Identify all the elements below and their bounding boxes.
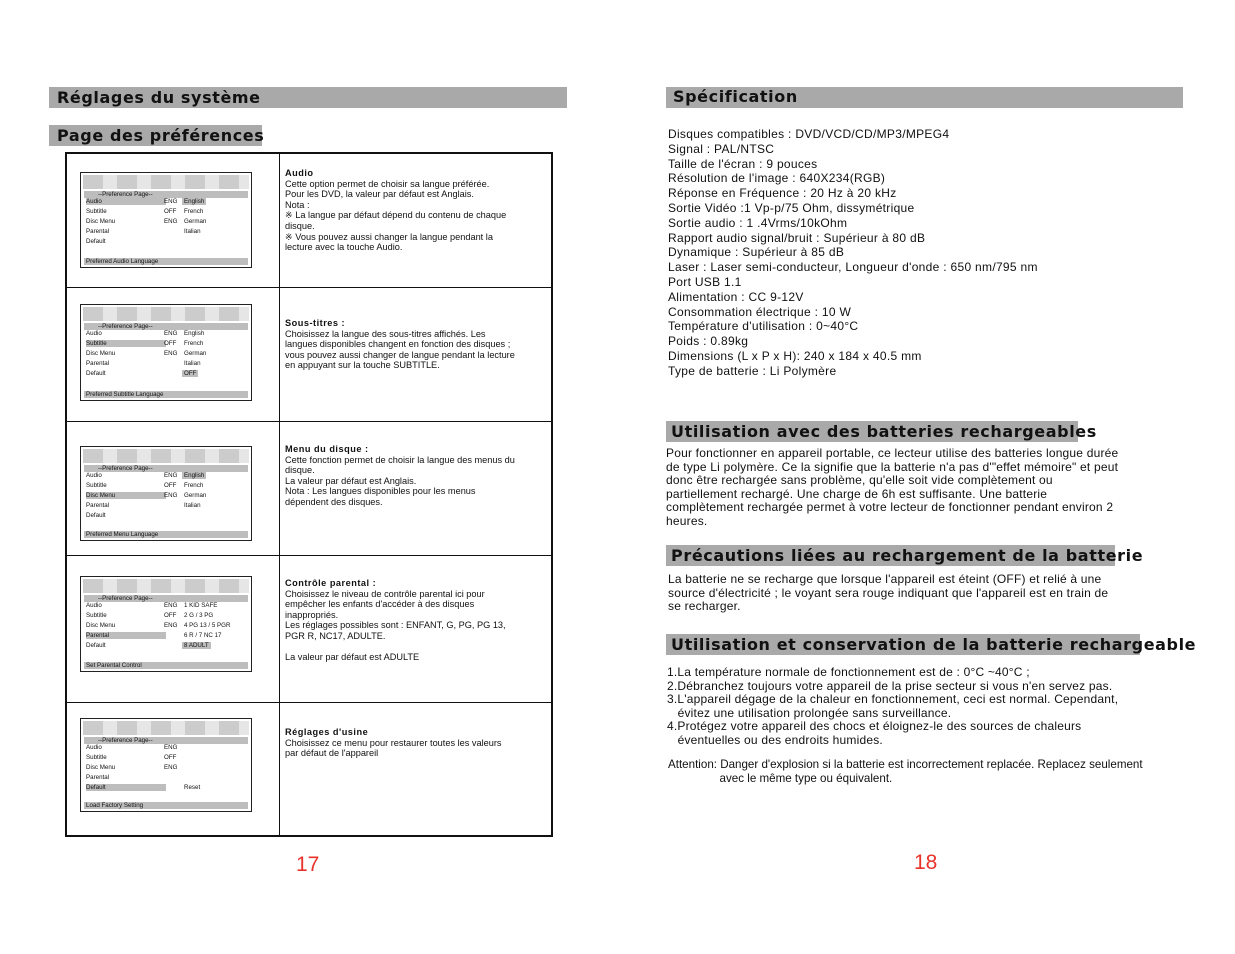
osd-line-option: 8 ADULT	[184, 642, 209, 649]
osd-icon-bar	[83, 579, 249, 593]
osd-menu-line	[84, 208, 248, 218]
spec-line: Alimentation : CC 9-12V	[668, 289, 804, 304]
osd-line-label: Audio	[86, 472, 102, 479]
osd-menu-line	[84, 492, 248, 502]
row-description	[285, 318, 547, 371]
table-row	[67, 703, 551, 835]
osd-line-value: OFF	[164, 208, 177, 215]
osd-line-label: Parental	[86, 360, 110, 367]
table-row	[67, 556, 551, 703]
osd-menu-screenshot	[80, 576, 252, 672]
osd-line-label: Subtitle	[86, 482, 107, 489]
osd-page-title: --Preference Page--	[84, 595, 248, 602]
osd-menu-line	[84, 218, 248, 228]
osd-footer: Preferred Menu Language	[84, 531, 248, 538]
charging-precautions-text: La batterie ne se recharge que lorsque l'appareil est éteint (OFF) et relié à une source d'électricité ; le voyant sera rouge indiquant que l'appareil est en train de se recharger.	[668, 572, 1109, 614]
osd-line-value: ENG	[164, 764, 178, 771]
osd-menu-line	[84, 472, 248, 482]
osd-line-option: German	[184, 218, 207, 225]
osd-line-value: OFF	[164, 482, 177, 489]
osd-line-label: Audio	[86, 198, 166, 205]
rechargeable-batteries-text: Pour fonctionner en appareil portable, ce lecteur utilise des batteries longue durée de type Li polymère. Ce la signifie que la batterie n'a pas d'"effet mémoire" et peut donc être rechargée sans problème, qu'elle soit vide complètement ou partiellement rechargé. Une charge de 6h est suffisante. Une batterie complètement rechargée permet à votre lecteur de fonctionner pendant environ 2 heures.	[666, 446, 1119, 528]
osd-menu-line	[84, 642, 248, 652]
spec-line: Signal : PAL/NTSC	[668, 141, 775, 156]
osd-line-option: 6 R / 7 NC 17	[184, 632, 222, 639]
osd-line-label: Audio	[86, 744, 102, 751]
osd-line-label: Disc Menu	[86, 492, 166, 499]
osd-footer: Preferred Audio Language	[84, 258, 248, 265]
osd-line-option: Italian	[184, 228, 201, 235]
osd-page-title: --Preference Page--	[84, 191, 248, 198]
osd-line-label: Subtitle	[86, 340, 166, 347]
spec-line: Dynamique : Supérieur à 85 dB	[668, 245, 845, 260]
osd-line-value: ENG	[164, 198, 178, 205]
osd-line-option: French	[184, 340, 204, 347]
rechargeable-batteries-heading: Utilisation avec des batteries rechargeables	[666, 421, 1078, 442]
row-text: Choisissez la langue des sous-titres affichés. Les langues disponibles changent en fonction des disques ; vous pouvez aussi changer de langue pendant la lecture en appuyant sur la touche SUBTITLE.	[285, 328, 515, 371]
osd-line-label: Default	[86, 512, 106, 519]
osd-line-option: Reset	[184, 784, 201, 791]
osd-icon-bar	[83, 449, 249, 463]
row-text: Cette option permet de choisir sa langue préférée. Pour les DVD, la valeur par défaut est Anglais. Nota : ※ La langue par défaut dépend du contenu de chaque disque. ※ Vous pouvez aussi changer la langue pendant la lecture avec la touche Audio.	[285, 178, 507, 253]
osd-menu-screenshot	[80, 718, 252, 812]
osd-icon-bar	[83, 175, 249, 189]
osd-line-label: Parental	[86, 774, 110, 781]
osd-menu-screenshot	[80, 446, 252, 541]
osd-line-value: ENG	[164, 492, 178, 499]
osd-line-option: German	[184, 492, 207, 499]
page-number-left: 17	[296, 853, 320, 876]
table-row	[67, 154, 551, 288]
osd-menu-line	[84, 350, 248, 360]
osd-line-label: Parental	[86, 632, 166, 639]
preferences-table	[65, 152, 553, 837]
osd-line-label: Disc Menu	[86, 350, 116, 357]
osd-line-value: ENG	[164, 472, 178, 479]
row-text: Choisissez ce menu pour restaurer toutes les valeurs par défaut de l'appareil	[285, 737, 502, 759]
charging-precautions-heading: Précautions liées au rechargement de la batterie	[666, 545, 1115, 566]
osd-menu-line	[84, 482, 248, 492]
row-title: Menu du disque :	[285, 444, 369, 454]
osd-line-option: 4 PG 13 / 5 PGR	[184, 622, 231, 629]
osd-line-option: English	[184, 198, 205, 205]
attention-warning: Attention: Danger d'explosion si la batterie est incorrectement replacée. Replacez seulement avec le même type ou équivalent.	[668, 758, 1143, 785]
osd-line-label: Disc Menu	[86, 218, 116, 225]
osd-menu-line	[84, 512, 248, 522]
osd-line-option: Italian	[184, 502, 201, 509]
osd-line-option: Italian	[184, 360, 201, 367]
osd-line-option: OFF	[184, 370, 197, 377]
spec-line: Port USB 1.1	[668, 274, 742, 289]
osd-menu-screenshot	[80, 172, 252, 268]
osd-menu-line	[84, 612, 248, 622]
preferences-page-heading: Page des préférences	[49, 125, 262, 146]
osd-line-option: German	[184, 350, 207, 357]
spec-line: Sortie audio : 1 .4Vrms/10kOhm	[668, 215, 848, 230]
osd-footer: Set Parental Control	[84, 662, 248, 669]
battery-conservation-heading: Utilisation et conservation de la batterie rechargeable	[666, 634, 1140, 655]
table-row	[67, 288, 551, 422]
osd-menu-line	[84, 502, 248, 512]
osd-line-label: Default	[86, 784, 166, 791]
row-text: Choisissez le niveau de contrôle parental ici pour empêcher les enfants d'accéder à des disques inappropriés. Les réglages possibles sont : ENFANT, G, PG, PG 13, PGR R, NC17, ADULTE. La valeur par défaut est ADULTE	[285, 588, 506, 663]
spec-line: Dimensions (L x P x H): 240 x 184 x 40.5 mm	[668, 348, 922, 363]
osd-line-label: Audio	[86, 602, 102, 609]
osd-menu-line	[84, 228, 248, 238]
osd-menu-screenshot	[80, 304, 252, 401]
spec-line: Laser : Laser semi-conducteur, Longueur d'onde : 650 nm/795 nm	[668, 260, 1038, 275]
osd-page-title: --Preference Page--	[84, 737, 248, 744]
osd-line-label: Disc Menu	[86, 764, 116, 771]
osd-line-value: OFF	[164, 340, 177, 347]
page-number-right: 18	[914, 851, 938, 874]
specification-list	[668, 127, 1038, 379]
row-text: Cette fonction permet de choisir la langue des menus du disque. La valeur par défaut est Anglais. Nota : Les langues disponibles pour les menus dépendent des disques.	[285, 454, 515, 507]
spec-line: Rapport audio signal/bruit : Supérieur à 80 dB	[668, 230, 926, 245]
osd-menu-line	[84, 360, 248, 370]
table-row	[67, 422, 551, 556]
osd-line-option: French	[184, 208, 204, 215]
osd-icon-bar	[83, 721, 249, 735]
osd-line-value: ENG	[164, 350, 178, 357]
osd-page-title: --Preference Page--	[84, 323, 248, 330]
osd-menu-line	[84, 602, 248, 612]
osd-line-label: Default	[86, 642, 106, 649]
osd-menu-line	[84, 744, 248, 754]
row-title: Contrôle parental :	[285, 578, 377, 588]
osd-line-value: ENG	[164, 218, 178, 225]
osd-menu-line	[84, 238, 248, 248]
spec-line: Sortie Vidéo :1 Vp-p/75 Ohm, dissymétrique	[668, 200, 915, 215]
osd-line-label: Default	[86, 238, 106, 245]
osd-line-label: Subtitle	[86, 208, 107, 215]
osd-line-option: English	[184, 330, 205, 337]
spec-line: Température d'utilisation : 0~40°C	[668, 319, 859, 334]
osd-footer: Preferred Subtitle Language	[84, 391, 248, 398]
specification-heading: Spécification	[666, 87, 1183, 108]
osd-line-label: Disc Menu	[86, 622, 116, 629]
system-settings-heading: Réglages du système	[49, 87, 567, 108]
osd-line-option: French	[184, 482, 204, 489]
osd-line-option: 2 G / 3 PG	[184, 612, 214, 619]
row-title: Sous-titres :	[285, 318, 346, 328]
osd-page-title: --Preference Page--	[84, 465, 248, 472]
osd-line-label: Parental	[86, 502, 110, 509]
osd-line-value: ENG	[164, 330, 178, 337]
osd-menu-line	[84, 370, 248, 380]
osd-icon-bar	[83, 307, 249, 321]
osd-line-label: Parental	[86, 228, 110, 235]
spec-line: Disques compatibles : DVD/VCD/CD/MP3/MPEG4	[668, 127, 950, 141]
osd-menu-line	[84, 754, 248, 764]
osd-line-option: English	[184, 472, 205, 479]
osd-line-label: Audio	[86, 330, 102, 337]
row-description	[285, 727, 547, 759]
osd-line-label: Default	[86, 370, 106, 377]
spec-line: Réponse en Fréquence : 20 Hz à 20 kHz	[668, 186, 897, 201]
osd-footer: Load Factory Setting	[84, 802, 248, 809]
spec-line: Consommation électrique : 10 W	[668, 304, 852, 319]
row-description	[285, 168, 547, 253]
osd-menu-line	[84, 764, 248, 774]
spec-line: Poids : 0.89kg	[668, 334, 749, 349]
osd-line-value: ENG	[164, 602, 178, 609]
osd-line-label: Subtitle	[86, 754, 107, 761]
osd-menu-line	[84, 330, 248, 340]
row-title: Réglages d'usine	[285, 727, 369, 737]
osd-menu-line	[84, 198, 248, 208]
osd-line-value: ENG	[164, 622, 178, 629]
osd-line-label: Subtitle	[86, 612, 107, 619]
osd-line-value: ENG	[164, 744, 178, 751]
osd-line-value: OFF	[164, 612, 177, 619]
row-title: Audio	[285, 168, 314, 178]
spec-line: Type de batterie : Li Polymère	[668, 363, 837, 378]
row-description	[285, 444, 547, 508]
osd-menu-line	[84, 622, 248, 632]
spec-line: Résolution de l'image : 640X234(RGB)	[668, 171, 886, 186]
osd-menu-line	[84, 632, 248, 642]
row-description	[285, 578, 547, 663]
osd-menu-line	[84, 340, 248, 350]
osd-menu-line	[84, 774, 248, 784]
battery-conservation-text: 1.La température normale de fonctionnement est de : 0°C ~40°C ; 2.Débranchez toujours votre appareil de la prise secteur si vous n'en servez pas. 3.L'appareil dégage de la chaleur en fonctionnement, ceci est normal. Cependant, évitez une utilisation prolongée sans surveillance. 4.Protégez votre appareil des chocs et éloignez-le des sources de chaleurs éventuelles ou des endroits humides.	[667, 665, 1119, 747]
osd-line-value: OFF	[164, 754, 177, 761]
osd-line-option: 1 KID SAFE	[184, 602, 218, 609]
osd-menu-line	[84, 784, 248, 794]
spec-line: Taille de l'écran : 9 pouces	[668, 156, 818, 171]
